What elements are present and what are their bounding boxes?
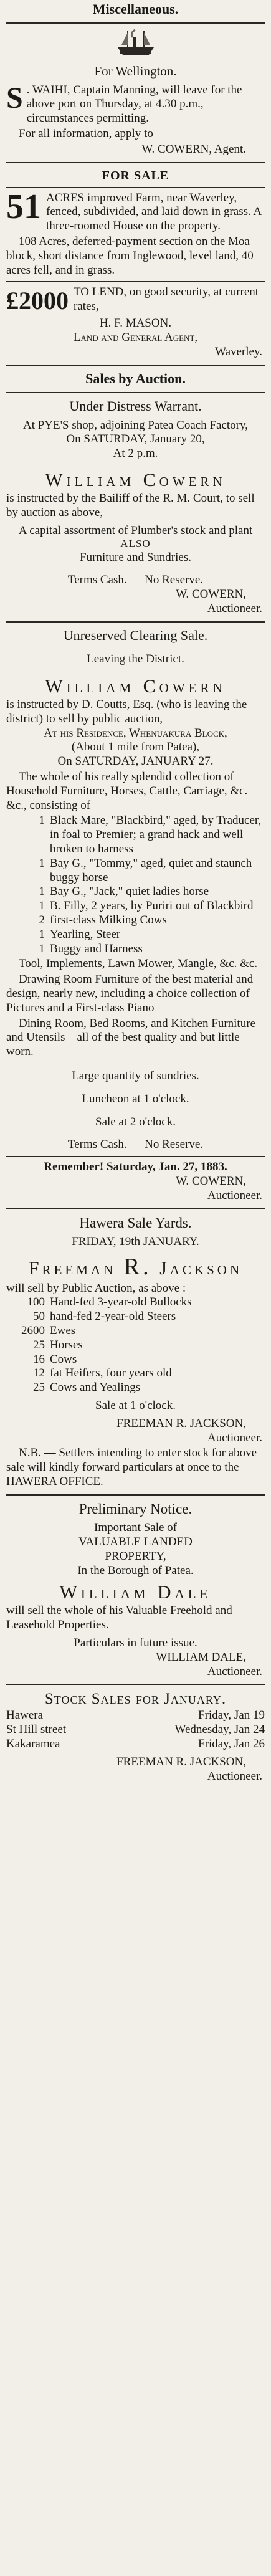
forsale-text-2: 108 Acres, deferred-payment section on the Moa block, short distance from Inglewood, level land, 40 acres fell, and in grass. [6,234,254,277]
quantity: 12 [33,1367,45,1380]
sale-place: Kakaramea [6,1737,60,1751]
misc-title: For Wellington. [94,64,177,79]
forsale-heading: FOR SALE [102,168,169,183]
sale-day: Friday, Jan 19 [198,1709,265,1722]
sale-date-row [6,1709,265,1723]
quantity: 1 [39,885,45,899]
distress-instructed: is instructed by the Bailiff of the R. M. Court, to sell by auction as above, [6,491,255,519]
stock-list [6,1709,265,1751]
divider [6,1156,265,1157]
item-text: first-class Milking Cows [50,914,167,927]
quantity: 16 [33,1352,45,1366]
item-text: Hand-fed 3-year-old Bullocks [50,1295,192,1309]
misc-heading: Miscellaneous. [92,1,179,17]
forsale-text-1: ACRES improved Farm, near Waverley, fenced, subdivided, and laid down in grass. A three-roomed House on the property. [46,191,262,233]
hawera-list [6,1295,265,1395]
prelim-sign: WILLIAM DALE, [156,1650,246,1664]
distress-time: At 2 p.m. [113,447,158,460]
distress-auctioneer: William Cowern [45,469,226,490]
divider [6,281,265,282]
clearing-sign: W. COWERN, [176,1174,246,1188]
quantity: 1 [39,927,45,941]
hawera-title: Hawera Sale Yards. [79,1214,192,1231]
distress-when: On SATURDAY, January 20, [66,432,205,446]
lot-item [6,928,265,942]
sale-place: St Hill street [6,1723,67,1737]
quantity: 2 [39,914,45,927]
forsale-number: 51 [6,187,41,226]
stock-item [6,1367,265,1381]
sale-day: Wednesday, Jan 24 [174,1723,265,1737]
quantity: 25 [33,1381,45,1395]
distress-terms: Terms Cash. No Reserve. [67,573,204,587]
lend-text: TO LEND, on good security, at current rates, [74,285,259,313]
clearing-sundries: Large quantity of sundries. [72,1069,199,1082]
prelim-title: Preliminary Notice. [78,1500,193,1517]
item-text: Buggy and Harness [50,942,143,955]
clearing-auctioneer: William Cowern [45,676,226,697]
stock-item [6,1353,265,1367]
clearing-terms: Terms Cash. No Reserve. [67,1138,204,1152]
clearing-dining: Dining Room, Bed Rooms, and Kitchen Furniture and Utensils—all of the best quality and but little worn. [6,1016,255,1059]
item-text: Cows [50,1352,77,1366]
clearing-sub: Leaving the District. [87,652,184,666]
clearing-sale: Sale at 2 o'clock. [95,1115,176,1128]
lot-item [6,899,265,914]
item-text: Cows and Yealings [50,1381,141,1395]
distress-sign: W. COWERN, [176,588,246,601]
hawera-name-r: R. [123,1253,152,1280]
prelim-sale: Important Sale of [94,1521,177,1535]
lot-item [6,857,265,885]
quantity: 100 [27,1295,45,1309]
prelim-valuable: VALUABLE LANDED [78,1535,193,1549]
stock-role: Auctioneer. [207,1769,262,1783]
drop-cap: S [6,81,23,115]
quantity: 25 [33,1338,45,1352]
stock-item [6,1310,265,1324]
hawera-role: Auctioneer. [207,1431,262,1444]
stock-item [6,1295,265,1310]
stock-item [6,1338,265,1353]
item-text: Yearling, Steer [50,927,121,941]
quantity: 1 [39,942,45,955]
misc-sign: W. COWERN, Agent. [141,142,246,156]
distress-title: Under Distress Warrant. [69,398,202,414]
item-text: hand-fed 2-year-old Steers [50,1310,176,1324]
clearing-when: On SATURDAY, JANUARY 27. [57,755,214,768]
lot-item [6,914,265,928]
hawera-name-b: Jackson [159,1257,243,1279]
hawera-sign: FREEMAN R. JACKSON, [116,1416,246,1430]
sale-date-row [6,1723,265,1737]
clearing-role: Auctioneer. [207,1188,262,1202]
sale-date-row [6,1737,265,1752]
lot-list [6,814,265,956]
divider [6,1684,265,1685]
item-text: Bay G., "Tommy," aged, quiet and staunch buggy horse [50,856,252,884]
distress-items: A capital assortment of Plumber's stock and plant [18,523,253,537]
hawera-note: N.B. — Settlers intending to enter stock for above sale will kindly forward particulars at once to the HAWERA OFFICE. [6,1446,257,1488]
item-text: Black Mare, "Blackbird," aged, by Traducer, in foal to Premier; a grand hack and well broken to harness [50,814,262,856]
misc-notice [6,83,265,126]
divider [6,1494,265,1496]
misc-info: For all information, apply to [19,126,153,140]
stock-item [6,1324,265,1338]
quantity: 50 [33,1310,45,1324]
divider [6,392,265,393]
clearing-tools: Tool, Implements, Lawn Mower, Mangle, &c. &c. [19,957,258,971]
quantity: 1 [39,856,45,870]
distress-role: Auctioneer. [207,602,262,616]
lend-notice [6,285,265,314]
item-text: B. Filly, 2 years, by Puriri out of Blackbird [50,899,254,913]
clearing-title: Unreserved Clearing Sale. [63,627,208,643]
lend-name: H. F. MASON. [99,317,172,330]
sale-day: Friday, Jan 26 [198,1737,265,1751]
steamship-icon [114,29,158,60]
lend-place: Waverley. [215,345,262,358]
stock-title: Stock Sales for January. [44,1691,227,1708]
item-text: fat Heifers, four years old [50,1367,172,1380]
item-text: Bay G., "Jack," quiet ladies horse [50,885,209,899]
lot-item [6,814,265,856]
lend-agent: Land and General Agent, [73,331,198,345]
divider [6,187,265,188]
divider [6,621,265,623]
hawera-name-a: Freeman [28,1257,116,1279]
misc-body: . WAIHI, Captain Manning, will leave for the above port on Thursday, at 4.30 p.m., circumstances permitting. [26,83,242,125]
prelim-particulars: Particulars in future issue. [74,1636,197,1650]
clearing-drawing: Drawing Room Furniture of the best material and design, nearly new, including a choice collection of Pictures and a First-class Piano [6,973,254,1014]
prelim-text: will sell the whole of his Valuable Freehold and Leasehold Properties. [6,1604,232,1632]
newspaper-column [6,0,265,1783]
hawera-auctioneer [6,1253,265,1282]
distress-furniture: Furniture and Sundries. [80,550,191,564]
quantity: 1 [39,814,45,828]
prelim-auctioneer: William Dale [59,1582,212,1603]
quantity: 2600 [21,1324,45,1337]
prelim-property: PROPERTY, [105,1549,166,1563]
hawera-sale: Sale at 1 o'clock. [95,1398,176,1412]
lend-amount: £2000 [6,287,69,315]
stock-item [6,1381,265,1395]
clearing-at: At his Residence, Whenuakura Block, [44,726,227,740]
hawera-date: FRIDAY, 19th JANUARY. [72,1235,199,1249]
lot-item [6,885,265,899]
divider [6,162,265,163]
item-text: Ewes [50,1324,76,1337]
divider [6,365,265,366]
forsale-item-1 [6,187,265,234]
distress-also: ALSO [120,538,151,550]
quantity: 1 [39,899,45,913]
clearing-whole: The whole of his really splendid collection of Household Furniture, Horses, Cattle, Carriage, &c. &c., consisting of [6,770,248,812]
lot-item [6,942,265,956]
prelim-role: Auctioneer. [207,1664,262,1678]
sale-place: Hawera [6,1709,44,1722]
clearing-lunch: Luncheon at 1 o'clock. [82,1092,189,1105]
hawera-intro: will sell by Public Auction, as above :— [6,1281,198,1295]
item-text: Horses [50,1338,83,1352]
divider [6,22,265,24]
clearing-instructed: is instructed by D. Coutts, Esq. (who is leaving the district) to sell by public auction, [6,698,247,725]
distress-venue: At PYE'S shop, adjoining Patea Coach Factory, [22,418,249,432]
prelim-borough: In the Borough of Patea. [77,1563,194,1577]
clearing-dist: (About 1 mile from Patea), [71,740,200,754]
stock-sign: FREEMAN R. JACKSON, [116,1755,246,1768]
divider [6,1208,265,1209]
sales-heading: Sales by Auction. [85,370,186,386]
clearing-remember: Remember! Saturday, Jan. 27, 1883. [44,1160,227,1174]
